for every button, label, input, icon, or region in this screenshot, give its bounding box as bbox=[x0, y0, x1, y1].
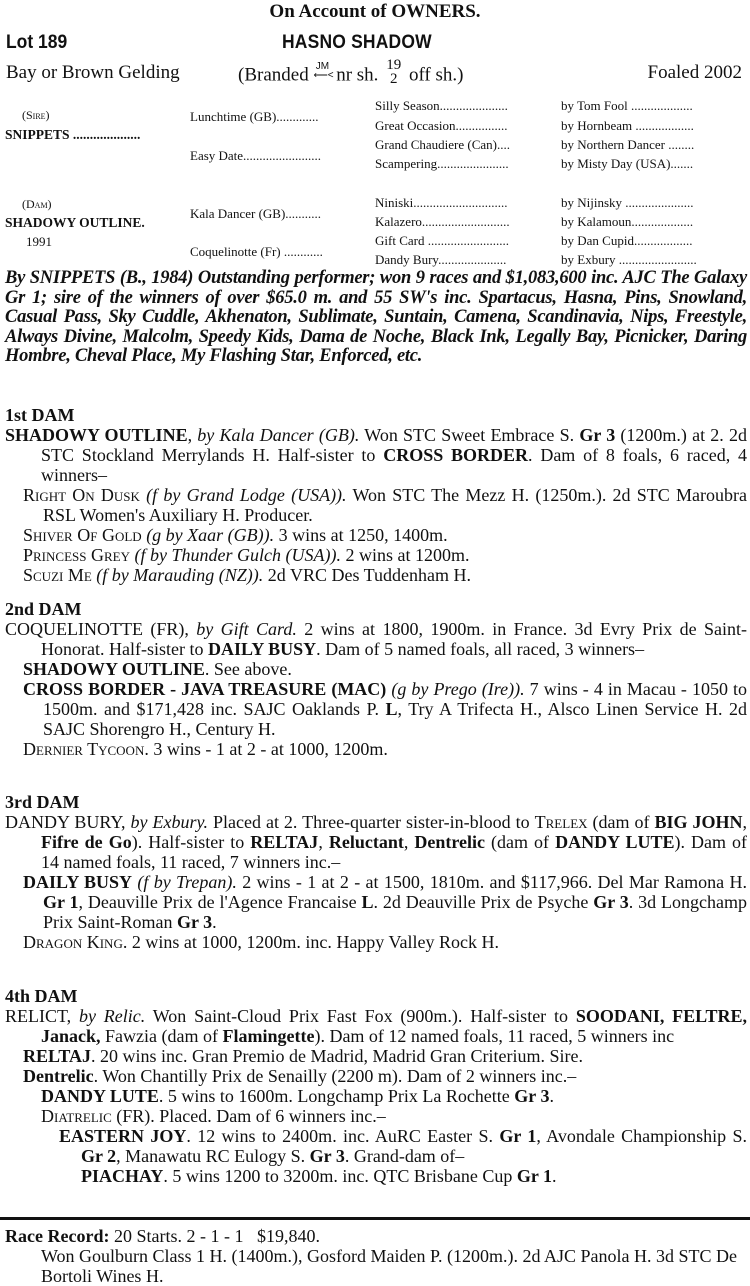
gen3-name: Kalazero........................... bbox=[375, 214, 510, 229]
horse-ref: SOODANI, FELTRE, Janack, bbox=[41, 1006, 748, 1046]
lot-row bbox=[6, 32, 687, 58]
divider bbox=[0, 1217, 750, 1220]
brand-frac-bottom: 2 bbox=[389, 71, 398, 87]
text: (1200m.) at 2. 2d STC Stockland Merrylands H. Half-sister to bbox=[41, 425, 748, 465]
dam-sire: by Gift Card. bbox=[196, 619, 297, 639]
grade: Gr 3 bbox=[579, 425, 616, 445]
foal-name: EASTERN JOY bbox=[59, 1126, 187, 1146]
horse-ref: RELTAJ bbox=[250, 832, 319, 852]
text: (dam of bbox=[485, 832, 556, 852]
foal-text: , Manawatu RC Eulogy S. bbox=[116, 1146, 310, 1166]
dam-entry bbox=[5, 812, 747, 872]
horse-ref: DANDY LUTE bbox=[555, 832, 675, 852]
foal-by: (g by Prego (Ire)). bbox=[386, 679, 525, 699]
text: Won Saint-Cloud Prix Fast Fox (900m.). Half-sister to bbox=[145, 1006, 576, 1026]
foal-by: (f by Trepan). bbox=[132, 872, 237, 892]
foal-entry bbox=[5, 1066, 747, 1086]
grade: Gr 2 bbox=[81, 1146, 117, 1166]
foal-text: . See above. bbox=[204, 659, 292, 679]
foal-text: . 5 wins to 1600m. Longchamp Prix La Rochette bbox=[158, 1086, 515, 1106]
first-dam-section bbox=[5, 405, 747, 585]
horse-ref: Fifre de Go bbox=[41, 832, 132, 852]
foal-entry bbox=[5, 739, 747, 759]
grade: Gr 3 bbox=[593, 892, 629, 912]
foal-name: SHADOWY OUTLINE bbox=[23, 659, 205, 679]
grade: Gr 3 bbox=[514, 1086, 550, 1106]
foal-text: 2d VRC Des Tuddenham H. bbox=[263, 565, 471, 585]
gen3-name: Silly Season..................... bbox=[375, 98, 508, 113]
foal-entry bbox=[5, 565, 747, 585]
foal-entry bbox=[5, 1166, 747, 1186]
vendor-heading: On Account of OWNERS. bbox=[269, 1, 481, 22]
brand-mark-icon bbox=[313, 61, 334, 82]
foaled-year: Foaled 2002 bbox=[647, 62, 742, 83]
brand-prefix: (Branded bbox=[238, 64, 309, 86]
grade: Gr 1 bbox=[516, 1166, 553, 1186]
dam-sire: by Kala Dancer (GB). bbox=[197, 425, 360, 445]
dam-entry bbox=[5, 1006, 747, 1046]
foal-text: 2 wins - 1 at 2 - at 1500, 1810m. and $117,966. Del Mar Ramona H. bbox=[236, 872, 747, 892]
foal-text: . Grand-dam of– bbox=[344, 1146, 465, 1166]
gen3-name: Grand Chaudiere (Can).... bbox=[375, 137, 511, 152]
foal-text: . 2 wins at 1000, 1200m. inc. Happy Valley Rock H. bbox=[122, 932, 499, 952]
dam-name: SHADOWY OUTLINE. bbox=[5, 215, 145, 230]
foal-name: Scuzi Me bbox=[23, 565, 92, 585]
brand-mark-arrow: ⟵< bbox=[313, 70, 334, 82]
foal-text: . bbox=[549, 1086, 554, 1106]
foal-text: , Avondale Championship S. bbox=[536, 1126, 747, 1146]
foal-name: DAILY BUSY bbox=[23, 872, 133, 892]
fourth-dam-section bbox=[5, 986, 747, 1186]
foal-entry bbox=[5, 1106, 747, 1126]
dam-entry: SHADOWY OUTLINE, by Kala Dancer (GB). Won STC Sweet Embrace S. Gr 3 (1200m.) at 2. 2d STC Stockland Merrylands H. Half-sister to CROSS BORDER. Dam of 8 foals, 6 raced, 4 winners– bbox=[5, 425, 748, 485]
horse-name: HASNO SHADOW bbox=[282, 32, 432, 53]
race-record-stats: 20 Starts. 2 - 1 - 1 $19,840. bbox=[109, 1226, 320, 1246]
foal-name: Princess Grey bbox=[23, 545, 130, 565]
foal-entry bbox=[5, 525, 747, 545]
text: . Dam of 5 named foals, all raced, 3 winners– bbox=[316, 639, 645, 659]
description-row bbox=[6, 57, 746, 90]
dam-dam: Coquelinotte (Fr) ............ bbox=[190, 244, 323, 259]
dam-name: DANDY BURY, bbox=[5, 812, 131, 832]
text: , bbox=[318, 832, 329, 852]
dam-name: RELICT, bbox=[5, 1006, 79, 1026]
foal-text: . 5 wins 1200 to 3200m. inc. QTC Brisbane Cup bbox=[163, 1166, 517, 1186]
foal-name: Shiver Of Gold bbox=[23, 525, 142, 545]
brand-near-side: nr sh. bbox=[336, 64, 379, 86]
gen3-name: Niniski............................. bbox=[375, 195, 508, 210]
dam-year: 1991 bbox=[26, 234, 52, 249]
pedigree-table bbox=[0, 96, 750, 266]
brand-fraction bbox=[386, 58, 401, 86]
sire-sire: Lunchtime (GB)............. bbox=[190, 109, 319, 124]
sire-name: SNIPPETS .................... bbox=[5, 127, 141, 142]
text: ). Dam of 14 named foals, 11 raced, 7 winners inc.– bbox=[41, 832, 748, 872]
gen3-by: by Hornbeam .................. bbox=[561, 118, 694, 133]
gen3-by: by Dan Cupid.................. bbox=[561, 233, 693, 248]
grade: Gr 1 bbox=[43, 892, 79, 912]
grade: Gr 3 bbox=[309, 1146, 345, 1166]
sex-colour: Bay or Brown Gelding bbox=[6, 62, 180, 83]
foal-name: Dragon King bbox=[23, 932, 123, 952]
text: Fawzia (dam of bbox=[100, 1026, 223, 1046]
section-title: 4th DAM bbox=[5, 986, 78, 1006]
text: 2 wins at 1800, 1900m. in France. 3d Evry Prix de Saint-Honorat. Half-sister to bbox=[41, 619, 748, 659]
gen3-name: Dandy Bury..................... bbox=[375, 252, 507, 267]
race-record-summary bbox=[5, 1226, 747, 1246]
brand-mark-letters: JM bbox=[315, 61, 330, 73]
text: , bbox=[742, 812, 748, 832]
foal-name: DANDY LUTE bbox=[41, 1086, 159, 1106]
grade: L bbox=[385, 699, 398, 719]
section-title: 2nd DAM bbox=[5, 599, 82, 619]
foal-entry bbox=[5, 1086, 747, 1106]
foal-text: 7 wins - 4 in Macau - 1050 to 1500m. and $171,428 inc. SAJC Oaklands P. bbox=[43, 679, 748, 719]
foal-entry bbox=[5, 1126, 747, 1166]
gen3-by: by Tom Fool ................... bbox=[561, 98, 693, 113]
lot-number: Lot 189 bbox=[6, 32, 68, 53]
foal-name: CROSS BORDER - JAVA TREASURE (MAC) bbox=[23, 679, 387, 699]
dam-sire: Kala Dancer (GB)........... bbox=[190, 206, 322, 221]
foal-text: . 3 wins - 1 at 2 - at 1000, 1200m. bbox=[144, 739, 388, 759]
foal-text: (FR). Placed. Dam of 6 winners inc.– bbox=[111, 1106, 386, 1126]
foal-entry bbox=[5, 1046, 747, 1066]
foal-name: Dernier Tycoon bbox=[23, 739, 145, 759]
dam-label: (Dam) bbox=[22, 197, 52, 211]
text: Won STC Sweet Embrace S. bbox=[359, 425, 580, 445]
race-record-label: Race Record: bbox=[5, 1226, 110, 1246]
dam-sire: by Relic. bbox=[78, 1006, 146, 1026]
foal-text: 3 wins at 1250, 1400m. bbox=[274, 525, 448, 545]
sire-summary: By SNIPPETS (B., 1984) Outstanding performer; won 9 races and $1,083,600 inc. AJC The Galaxy Gr 1; sire of the winners of over $65.0 m. and 55 SW's inc. Spartacus, Hasna, Pins, Snowland, Casual Pass, Sky Cuddle, Akhenaton, Sublimate, Suntain, Camena, Scandinavia, Nips, Freestyle, Always Divine, Malcolm, Speedy Kids, Dama de Noche, Black Ink, Legally Bay, Picnicker, Daring Hombre, Cheval Place, My Flashing Star, Enforced, etc. bbox=[5, 268, 747, 366]
foal-entry bbox=[5, 545, 747, 565]
foal-by: (f by Marauding (NZ)). bbox=[91, 565, 264, 585]
foal-name: Diatrelic bbox=[41, 1106, 112, 1126]
foal-text: . 3d Longchamp Prix Saint-Roman bbox=[43, 892, 747, 932]
foal-text: , Try A Trifecta H., Alsco Linen Service H. 2d SAJC Shorengro H., Century H. bbox=[43, 699, 748, 739]
sire-dam: Easy Date........................ bbox=[190, 148, 322, 163]
horse-ref: Trelex bbox=[534, 812, 588, 832]
foal-text: Won STC The Mezz H. (1250m.). 2d STC Maroubra RSL Women's Auxiliary H. Producer. bbox=[43, 485, 748, 525]
horse-ref: Dentrelic bbox=[414, 832, 486, 852]
text: ). Half-sister to bbox=[131, 832, 251, 852]
text: ). Dam of 12 named foals, 11 raced, 5 winners inc bbox=[314, 1026, 675, 1046]
foal-entry bbox=[5, 932, 747, 952]
horse-ref: CROSS BORDER bbox=[383, 445, 529, 465]
grade: Gr 1 bbox=[499, 1126, 537, 1146]
foal-entry bbox=[5, 679, 747, 739]
sire-label: (Sire) bbox=[22, 108, 50, 122]
foal-name: Dentrelic bbox=[23, 1066, 94, 1086]
dam-name: COQUELINOTTE (FR), bbox=[5, 619, 197, 639]
dam-sire: by Exbury. bbox=[130, 812, 208, 832]
foal-text: . 20 wins inc. Gran Premio de Madrid, Madrid Gran Criterium. Sire. bbox=[91, 1046, 583, 1066]
foal-by: (g by Xaar (GB)). bbox=[141, 525, 275, 545]
foal-text: . Won Chantilly Prix de Senailly (2200 m). Dam of 2 winners inc.– bbox=[93, 1066, 577, 1086]
second-dam-section bbox=[5, 599, 747, 759]
foal-name: Right On Dusk bbox=[23, 485, 140, 505]
horse-ref: Flamingette bbox=[222, 1026, 315, 1046]
section-title: 1st DAM bbox=[5, 405, 75, 425]
foal-name: RELTAJ bbox=[23, 1046, 92, 1066]
gen3-name: Great Occasion................ bbox=[375, 118, 508, 133]
brand-frac-top: 19 bbox=[386, 57, 402, 73]
gen3-by: by Northern Dancer ........ bbox=[561, 137, 695, 152]
foal-name: PIACHAY bbox=[81, 1166, 164, 1186]
horse-ref: BIG JOHN bbox=[654, 812, 743, 832]
foal-entry bbox=[5, 872, 747, 932]
gen3-name: Gift Card ......................... bbox=[375, 233, 509, 248]
section-title: 3rd DAM bbox=[5, 792, 80, 812]
brand-off-side: off sh.) bbox=[408, 64, 464, 86]
foal-text: . 2d Deauville Prix de Psyche bbox=[373, 892, 594, 912]
gen3-by: by Kalamoun................... bbox=[561, 214, 694, 229]
gen3-by: by Nijinsky ..................... bbox=[561, 195, 694, 210]
text: (dam of bbox=[587, 812, 655, 832]
foal-by: (f by Thunder Gulch (USA)). bbox=[129, 545, 341, 565]
gen3-by: by Exbury ........................ bbox=[561, 252, 697, 267]
text: . Dam of 8 foals, 6 raced, 4 winners– bbox=[41, 445, 748, 485]
text: , bbox=[403, 832, 415, 852]
text: Placed at 2. Three-quarter sister-in-blood to bbox=[207, 812, 535, 832]
foal-text: 2 wins at 1200m. bbox=[340, 545, 470, 565]
foal-text: . 12 wins to 2400m. inc. AuRC Easter S. bbox=[186, 1126, 500, 1146]
race-record-details: Won Goulburn Class 1 H. (1400m.), Gosford Maiden P. (1200m.). 2d AJC Panola H. 3d STC De Bortoli Wines H. bbox=[41, 1246, 738, 1286]
gen3-name: Scampering...................... bbox=[375, 156, 509, 171]
race-record-section bbox=[5, 1226, 747, 1286]
dam-entry bbox=[5, 619, 747, 659]
foal-text: . bbox=[552, 1166, 557, 1186]
foal-text: . bbox=[212, 912, 217, 932]
foal-entry bbox=[5, 485, 747, 525]
foal-text: , Deauville Prix de l'Agence Francaise bbox=[78, 892, 362, 912]
horse-ref: DAILY BUSY bbox=[207, 639, 317, 659]
grade: L bbox=[361, 892, 374, 912]
third-dam-section bbox=[5, 792, 747, 952]
foal-by: (f by Grand Lodge (USA)). bbox=[139, 485, 347, 505]
foal-entry bbox=[5, 659, 747, 679]
grade: Gr 3 bbox=[177, 912, 213, 932]
brand-description bbox=[238, 57, 464, 90]
gen3-by: by Misty Day (USA)....... bbox=[561, 156, 694, 171]
horse-ref: Reluctant bbox=[328, 832, 404, 852]
dam-name: SHADOWY OUTLINE bbox=[5, 425, 188, 445]
